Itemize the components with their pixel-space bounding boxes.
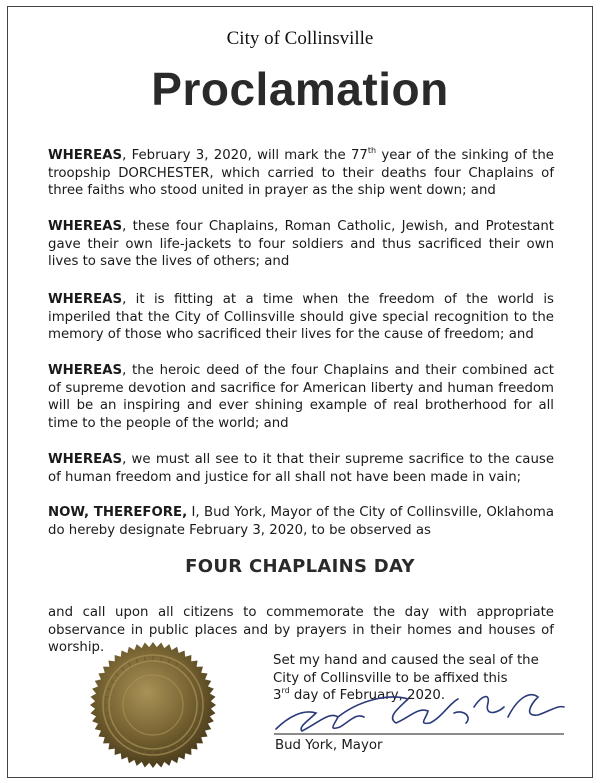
- paragraph-lead: WHEREAS: [48, 219, 123, 234]
- paragraph-text: , it is fitting at a time when the freedom of the world is imperiled that the City of Collinsville should give special recognition to the memory of those who sacrificed their lives for the cause of freedom; and: [48, 292, 554, 343]
- paragraph-text: , these four Chaplains, Roman Catholic, Jewish, and Protestant gave their own life-jackets to four soldiers and thus sacrificed their own lives to save the lives of others; and: [48, 219, 554, 270]
- seal-tick: [197, 696, 201, 697]
- mayor-name: Bud York, Mayor: [275, 738, 383, 753]
- paragraph-text: I, Bud York, Mayor of the City of Collinsville, Oklahoma do hereby designate February 3, 2020, to be observed as: [48, 505, 554, 538]
- paragraph-text: year of the sinking of the troopship DORCHESTER, which carried to their deaths four Chaplains of three faiths who stood united in prayer as the ship went down; and: [48, 148, 554, 199]
- seal-tick: [105, 713, 109, 714]
- seal-tick: [161, 657, 162, 661]
- paragraph-text: , we must all see to it that their supreme sacrifice to the cause of human freedom and justice for all shall not have been made in vain;: [48, 452, 554, 485]
- seal-tick: [144, 657, 145, 661]
- whereas-paragraph-1: [48, 147, 554, 200]
- paragraph-text: , the heroic deed of the four Chaplains and their combined act of supreme devotion and sacrifice for American liberty and human freedom will be an inspiring and ever shining example of real brotherhood for all time to the people of the world; and: [48, 363, 554, 431]
- signature-text-line: City of Collinsville to be affixed this: [273, 670, 508, 686]
- now-therefore-paragraph: [48, 504, 554, 539]
- whereas-paragraph-3: [48, 291, 554, 344]
- whereas-paragraph-2: [48, 218, 554, 271]
- closing-paragraph: and call upon all citizens to commemorate the day with appropriate observance in public places and by prayers in their homes and houses of worship.: [48, 605, 554, 656]
- whereas-paragraph-4: [48, 362, 554, 432]
- city-name: City of Collinsville: [226, 28, 374, 49]
- paragraph-text: , February 3, 2020, will mark the 77: [122, 148, 368, 163]
- city-seal-icon: [88, 640, 218, 770]
- document-title: Proclamation: [151, 63, 449, 115]
- day-number: 3: [273, 688, 282, 704]
- ordinal-suffix: th: [367, 146, 377, 155]
- paragraph-lead: WHEREAS: [48, 452, 123, 467]
- seal-tick: [197, 713, 201, 714]
- seal-tick: [105, 696, 109, 697]
- signature-text-line: Set my hand and caused the seal of the: [273, 653, 539, 668]
- seal-tick: [144, 749, 145, 753]
- whereas-paragraph-5: [48, 451, 554, 486]
- date-text: day of February, 2020.: [289, 688, 446, 704]
- paragraph-lead: WHEREAS: [48, 148, 123, 163]
- designated-day-heading: FOUR CHAPLAINS DAY: [185, 556, 415, 577]
- paragraph-lead: WHEREAS: [48, 292, 123, 307]
- paragraph-lead: NOW, THEREFORE,: [48, 505, 188, 520]
- ordinal-suffix: rd: [281, 686, 290, 696]
- paragraph-lead: WHEREAS: [48, 363, 123, 378]
- seal-tick: [161, 749, 162, 753]
